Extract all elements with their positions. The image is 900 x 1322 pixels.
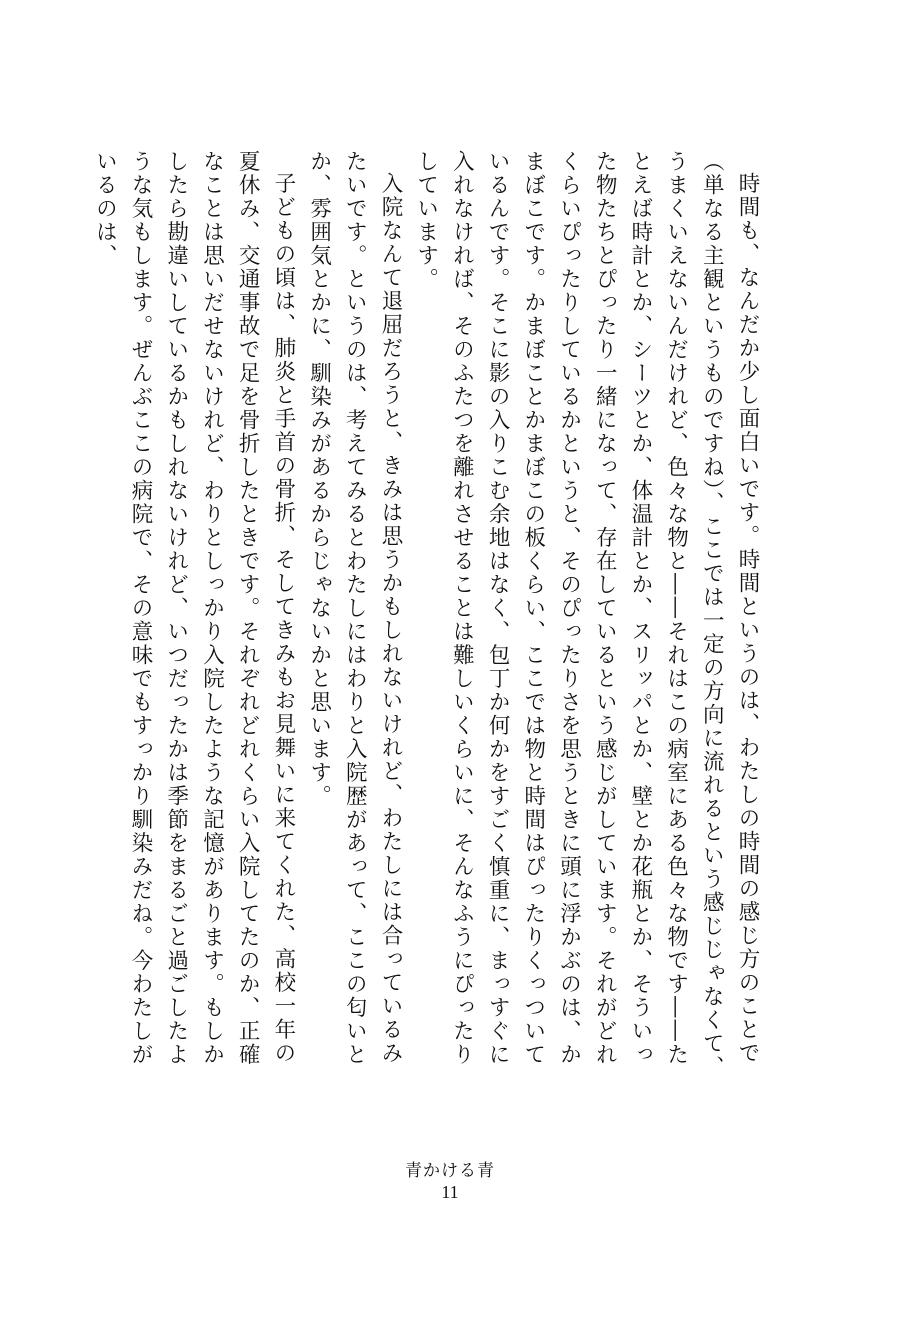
- paragraph-1: 時間も、なんだか少し面白いです。時間というのは、わたしの時間の感じ方のことで（単なる主観というものですね）、ここでは一定の方向に流れるという感じじゃなくて、うまくいえないんだけれど、色々な物と――それはこの病室にある色々な物です――たとえば時計とか、シーツとか、体温計とか、スリッパとか、壁とか花瓶とか、そういった物たちとぴったり一緒になって、存在しているという感じがしています。それがどれくらいぴったりしているかというと、そのぴったりさを思うときに頭に浮かぶのは、かまぼこです。かまぼことかまぼこの板くらい、ここでは物と時間はぴったりくっついているんです。そこに影の入りこむ余地はなく、包丁か何かをすごく慎重に、まっすぐに入れなければ、そのふたつを離れさせることは難しいくらいに、そんなふうにぴったりしています。: [413, 150, 760, 1080]
- vertical-text-body: [92, 150, 765, 1080]
- paragraph-2: 入院なんて退屈だろうと、きみは思うかもしれないけれど、わたしには合っているみたいです。というのは、考えてみるとわたしにはわりと入院歴があって、ここの匂いとか、雰囲気とかに、馴染みがあるからじゃないかと思います。: [306, 150, 403, 1067]
- book-title-footer: 青かける青: [405, 1161, 495, 1181]
- paragraph-3: 子どもの頃は、肺炎と手首の骨折、そしてきみもお見舞いに来てくれた、高校一年の夏休み、交通事故で足を骨折したときです。それぞれどれくらい入院してたのか、正確なことは思いだせないけれど、わりとしっかり入院したような記憶があります。もしかしたら勘違いしているかもしれないけれど、いつだったかは季節をまるごと過ごしたような気もします。ぜんぶここの病院で、その意味でもすっかり馴染みだね。今わたしがいるのは、: [92, 150, 296, 1067]
- page-number: 11: [441, 1182, 459, 1202]
